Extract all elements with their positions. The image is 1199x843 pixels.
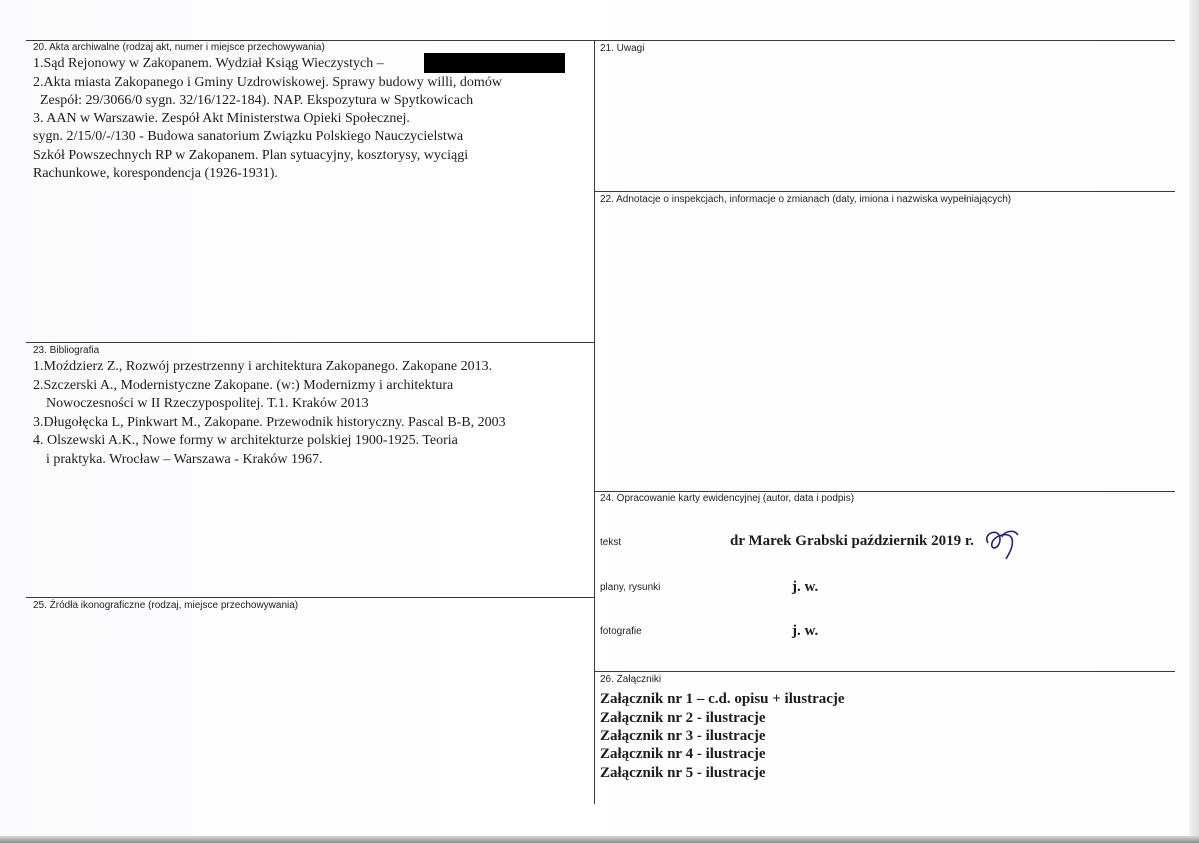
section-23-line-5: 4. Olszewski A.K., Nowe formy w architekturze polskiej 1900-1925. Teoria [33, 433, 458, 448]
photos-row-key: fotografie [600, 626, 642, 637]
section-20-line-6: Szkół Powszechnych RP w Zakopanem. Plan sytuacyjny, kosztorysy, wyciągi [33, 148, 469, 163]
section-25-label: 25. Źródła ikonograficzne (rodzaj, miejsce przechowywania) [33, 600, 299, 611]
redaction-block [424, 53, 565, 73]
top-rule [26, 40, 1175, 41]
attachment-4: Załącznik nr 4 - ilustracje [600, 746, 766, 762]
section-22-label: 22. Adnotacje o inspekcjach, informacje o zmianach (daty, imiona i nazwiska wypełniających) [600, 194, 1012, 205]
section-24-label: 24. Opracowanie karty ewidencyjnej (autor, data i podpis) [600, 493, 855, 504]
author-row-value: dr Marek Grabski październik 2019 r. [730, 533, 974, 549]
section-23-line-3: Nowoczesności w II Rzeczypospolitej. T.1. Kraków 2013 [46, 396, 369, 411]
section-20-line-1: 1.Sąd Rejonowy w Zakopanem. Wydział Ksiąg Wieczystych – [33, 56, 384, 71]
rule-24-26 [594, 671, 1175, 672]
rule-21-22 [594, 191, 1175, 192]
rule-22-24 [594, 491, 1175, 492]
column-divider [594, 40, 595, 804]
section-20-line-7: Rachunkowe, korespondencja (1926-1931). [33, 166, 278, 181]
attachment-3: Załącznik nr 3 - ilustracje [600, 728, 766, 744]
signature-mark [980, 525, 1022, 561]
section-23-line-4: 3.Długołęcka L, Pinkwart M., Zakopane. Przewodnik historyczny. Pascal B-B, 2003 [33, 415, 506, 430]
section-23-line-1: 1.Moździerz Z., Rozwój przestrzenny i architektura Zakopanego. Zakopane 2013. [33, 359, 493, 374]
attachment-2: Załącznik nr 2 - ilustracje [600, 710, 766, 726]
section-20-line-4: 3. AAN w Warszawie. Zespół Akt Ministerstwa Opieki Społecznej. [33, 111, 410, 126]
section-20-line-3: Zespół: 29/3066/0 sygn. 32/16/122-184). NAP. Ekspozytura w Spytkowicach [40, 93, 474, 108]
section-26-label: 26. Załączniki [600, 674, 662, 685]
section-20-line-2: 2.Akta miasta Zakopanego i Gminy Uzdrowiskowej. Sprawy budowy willi, domów [33, 75, 502, 90]
photos-row-value: j. w. [792, 623, 819, 639]
drawings-row-key: plany, rysunki [600, 582, 661, 593]
attachment-1: Załącznik nr 1 – c.d. opisu + ilustracje [600, 691, 845, 707]
section-23-line-2: 2.Szczerski A., Modernistyczne Zakopane. (w:) Modernizmy i architektura [33, 378, 454, 393]
attachment-5: Załącznik nr 5 - ilustracje [600, 765, 766, 781]
rule-20-23 [26, 342, 594, 343]
section-20-label: 20. Akta archiwalne (rodzaj akt, numer i miejsce przechowywania) [33, 42, 325, 53]
section-20-line-5: sygn. 2/15/0/-/130 - Budowa sanatorium Związku Polskiego Nauczycielstwa [33, 129, 464, 144]
section-23-label: 23. Bibliografia [33, 345, 100, 356]
scan-right-edge [1189, 0, 1199, 843]
section-21-label: 21. Uwagi [600, 43, 645, 54]
scan-bottom-edge [0, 836, 1199, 843]
section-23-line-6: i praktyka. Wrocław – Warszawa - Kraków 1967. [46, 452, 323, 467]
rule-23-25 [26, 597, 594, 598]
drawings-row-value: j. w. [792, 579, 819, 595]
author-row-key: tekst [600, 537, 622, 548]
